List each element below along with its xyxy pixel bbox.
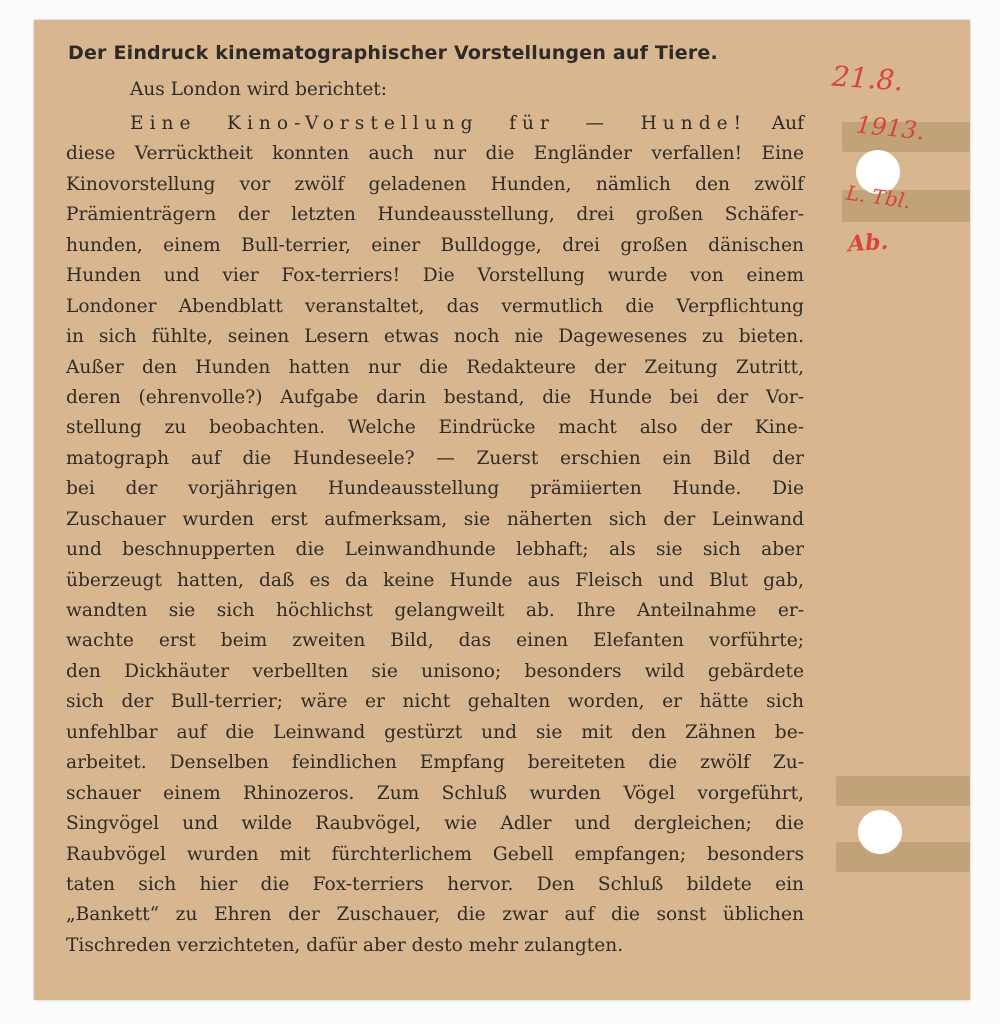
article-line: hunden, einem Bull-terrier, einer Bulldogge, drei großen dänischen	[66, 234, 804, 256]
article-line: den Dickhäuter verbellten sie unisono; besonders wild gebärdete	[66, 660, 804, 682]
article-line: wachte erst beim zweiten Bild, das einen Elefanten vorführte;	[66, 630, 804, 652]
article-headline: Der Eindruck kinematographischer Vorstellungen auf Tiere.	[68, 42, 718, 64]
punch-hole	[858, 810, 902, 854]
article-line: unfehlbar auf die Leinwand gestürzt und sie mit den Zähnen be-	[66, 721, 804, 743]
article-line: Tischreden verzichteten, dafür aber desto mehr zulangten.	[66, 934, 624, 956]
article-line: sich der Bull-terrier; wäre er nicht gehalten worden, er hätte sich	[66, 691, 804, 713]
article-line: Singvögel und wilde Raubvögel, wie Adler und dergleichen; die	[66, 813, 804, 835]
annotation-source: L. Tbl.	[844, 180, 913, 214]
article-body	[66, 109, 804, 961]
article-line: Außer den Hunden hatten nur die Redakteure der Zeitung Zutritt,	[66, 356, 804, 378]
article-line: taten sich hier die Fox-terriers hervor. Den Schluß bildete ein	[66, 873, 804, 895]
article-line: und beschnupperten die Leinwandhunde lebhaft; als sie sich aber	[66, 539, 804, 561]
article-line: schauer einem Rhinozeros. Zum Schluß wurden Vögel vorgeführt,	[66, 782, 804, 804]
tape-strip	[836, 842, 970, 872]
article-line: matograph auf die Hundeseele? — Zuerst erschien ein Bild der	[66, 447, 804, 469]
annotation-year: 1913.	[854, 110, 926, 146]
article-line: Hunden und vier Fox-terriers! Die Vorstellung wurde von einem	[66, 265, 804, 287]
tape-strip	[836, 776, 970, 806]
article-line: Londoner Abendblatt veranstaltet, das vermutlich die Verpflichtung	[66, 295, 804, 317]
article-line: „Bankett“ zu Ehren der Zuschauer, die zwar auf die sonst üblichen	[66, 904, 804, 926]
article-line: Raubvögel wurden mit fürchterlichem Gebell empfangen; besonders	[66, 843, 804, 865]
article-line: Kinovorstellung vor zwölf geladenen Hunden, nämlich den zwölf	[66, 173, 804, 195]
lead-rest: Auf	[771, 113, 804, 134]
article-line: in sich fühlte, seinen Lesern etwas noch nie Dagewesenes zu bieten.	[66, 326, 804, 348]
article-line: arbeitet. Denselben feindlichen Empfang bereiteten die zwölf Zu-	[66, 752, 804, 774]
annotation-date: 21.8.	[830, 59, 905, 98]
article-line: stellung zu beobachten. Welche Eindrücke macht also der Kine-	[66, 417, 804, 439]
article-line: überzeugt hatten, daß es da keine Hunde aus Fleisch und Blut gab,	[66, 569, 804, 591]
article-line	[66, 109, 804, 139]
article-line: Prämienträgern der letzten Hundeausstellung, drei großen Schäfer-	[66, 204, 804, 226]
article-line: wandten sie sich höchlichst gelangweilt ab. Ihre Anteilnahme er-	[66, 600, 804, 621]
article-dateline: Aus London wird berichtet:	[130, 79, 387, 100]
article-line: bei der vorjährigen Hundeausstellung prämiierten Hunde. Die	[66, 478, 804, 500]
article-line: deren (ehrenvolle?) Aufgabe darin bestand, die Hunde bei der Vor-	[66, 386, 804, 408]
spaced-lead: Eine Kino-Vorstellung für — Hunde!	[130, 113, 748, 134]
article-line: Zuschauer wurden erst aufmerksam, sie näherten sich der Leinwand	[66, 508, 804, 530]
annotation-edition: Ab.	[847, 228, 889, 258]
article-line: diese Verrücktheit konnten auch nur die Engländer verfallen! Eine	[66, 143, 804, 165]
